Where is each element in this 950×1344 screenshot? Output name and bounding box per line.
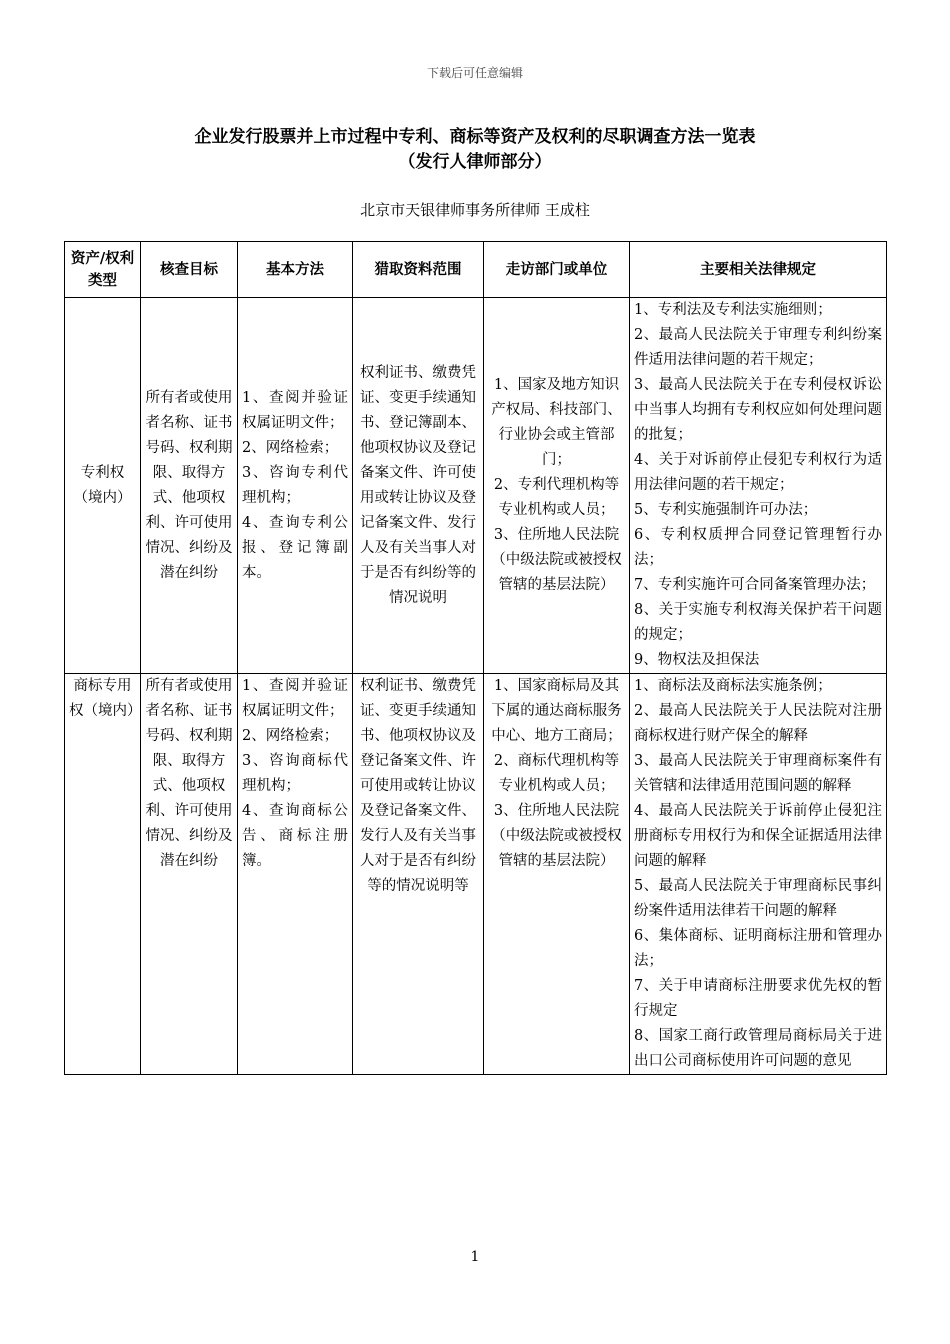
header-target: 核查目标 bbox=[141, 242, 238, 298]
department-item: 2、商标代理机构等专业机构或人员； bbox=[493, 753, 620, 794]
header-note: 下载后可任意编辑 bbox=[426, 66, 523, 80]
cell-methods bbox=[238, 674, 353, 1075]
cell-materials: 权利证书、缴费凭证、变更手续通知书、登记簿副本、他项权协议及登记备案文件、许可使用或转让协议及登记备案文件、发行人及有关当事人对于是否有纠纷等的情况说明 bbox=[353, 298, 484, 674]
department-item: 1、国家及地方知识产权局、科技部门、行业协会或主管部门； bbox=[491, 377, 622, 468]
cell-laws bbox=[630, 674, 887, 1075]
law-item: 8、关于实施专利权海关保护若干问题的规定； bbox=[634, 602, 882, 643]
law-item: 7、专利实施许可合同备案管理办法； bbox=[634, 577, 876, 593]
table-row bbox=[65, 298, 887, 674]
department-item: 1、国家商标局及其下属的通达商标服务中心、地方工商局； bbox=[491, 678, 622, 744]
cell-materials: 权利证书、缴费凭证、变更手续通知书、他项权协议及登记备案文件、许可使用或转让协议及登记备案文件、发行人及有关当事人对于是否有纠纷等的情况说明等 bbox=[353, 674, 484, 1075]
department-item: 2、专利代理机构等专业机构或人员； bbox=[493, 477, 620, 518]
title-line-2: （发行人律师部分） bbox=[398, 152, 552, 172]
cell-laws bbox=[630, 298, 887, 674]
method-item: 3、咨询专利代理机构； bbox=[242, 464, 348, 506]
law-item: 2、最高人民法院关于审理专利纠纷案件适用法律问题的若干规定； bbox=[634, 327, 882, 368]
cell-target: 所有者或使用者名称、证书号码、权利期限、取得方式、他项权利、许可使用情况、纠纷及潜在纠纷 bbox=[141, 298, 238, 674]
table-header-row bbox=[65, 242, 887, 298]
law-item: 8、国家工商行政管理局商标局关于进出口公司商标使用许可问题的意见 bbox=[634, 1028, 882, 1069]
cell-asset-type: 专利权（境内） bbox=[65, 298, 141, 674]
law-item: 4、最高人民法院关于诉前停止侵犯注册商标专用权行为和保全证据适用法律问题的解释 bbox=[634, 803, 882, 869]
due-diligence-table bbox=[64, 241, 887, 1075]
cell-departments bbox=[484, 298, 630, 674]
law-item: 3、最高人民法院关于在专利侵权诉讼中当事人均拥有专利权应如何处理问题的批复； bbox=[634, 377, 882, 443]
method-item: 2、网络检索； bbox=[242, 728, 339, 744]
law-item: 9、物权法及担保法 bbox=[634, 652, 760, 668]
header-asset-type: 资产/权利类型 bbox=[65, 242, 141, 298]
law-item: 2、最高人民法院关于人民法院对注册商标权进行财产保全的解释 bbox=[634, 703, 882, 744]
law-item: 5、专利实施强制许可办法； bbox=[634, 502, 818, 518]
law-item: 1、专利法及专利法实施细则； bbox=[634, 302, 832, 318]
law-item: 6、集体商标、证明商标注册和管理办法； bbox=[634, 928, 882, 969]
table-row bbox=[65, 674, 887, 1075]
cell-departments bbox=[484, 674, 630, 1075]
department-item: 3、住所地人民法院（中级法院或被授权管辖的基层法院） bbox=[491, 527, 622, 593]
law-item: 6、专利权质押合同登记管理暂行办法； bbox=[634, 527, 882, 568]
header-method: 基本方法 bbox=[238, 242, 353, 298]
law-item: 4、关于对诉前停止侵犯专利权行为适用法律问题的若干规定； bbox=[634, 452, 882, 493]
header-materials: 猎取资料范围 bbox=[353, 242, 484, 298]
method-item: 4、查询商标公告、商标注册簿。 bbox=[242, 803, 348, 869]
title-line-1: 企业发行股票并上市过程中专利、商标等资产及权利的尽职调查方法一览表 bbox=[194, 127, 756, 147]
cell-target: 所有者或使用者名称、证书号码、权利期限、取得方式、他项权利、许可使用情况、纠纷及潜在纠纷 bbox=[141, 674, 238, 1075]
method-item: 4、查询专利公报、登记簿副本。 bbox=[242, 514, 348, 581]
law-item: 3、最高人民法院关于审理商标案件有关管辖和法律适用范围问题的解释 bbox=[634, 753, 882, 794]
method-item: 1、查阅并验证权属证明文件； bbox=[242, 389, 348, 431]
law-item: 5、最高人民法院关于审理商标民事纠纷案件适用法律若干问题的解释 bbox=[634, 878, 882, 919]
method-item: 3、咨询商标代理机构； bbox=[242, 753, 348, 794]
department-item: 3、住所地人民法院（中级法院或被授权管辖的基层法院） bbox=[491, 803, 622, 869]
law-item: 1、商标法及商标法实施条例； bbox=[634, 678, 832, 694]
page-number: 1 bbox=[470, 1249, 480, 1265]
method-item: 2、网络检索； bbox=[242, 439, 339, 456]
header-departments: 走访部门或单位 bbox=[484, 242, 630, 298]
method-item: 1、查阅并验证权属证明文件； bbox=[242, 678, 348, 719]
document-title bbox=[0, 125, 950, 175]
cell-asset-type: 商标专用权（境内） bbox=[65, 674, 141, 1075]
header-laws: 主要相关法律规定 bbox=[630, 242, 887, 298]
author-line: 北京市天银律师事务所律师 王成柱 bbox=[360, 201, 590, 219]
cell-methods bbox=[238, 298, 353, 674]
law-item: 7、关于申请商标注册要求优先权的暂行规定 bbox=[634, 978, 882, 1019]
